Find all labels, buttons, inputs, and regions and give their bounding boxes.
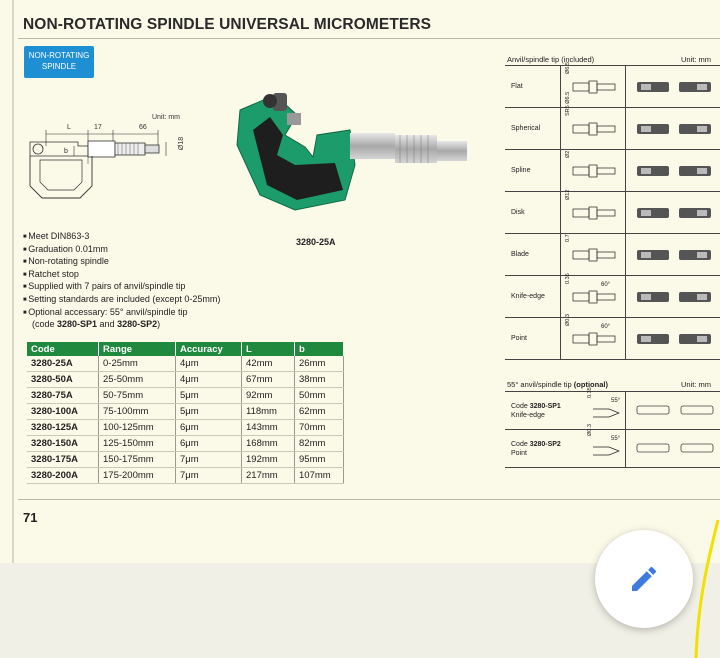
tip-drawing — [573, 204, 618, 222]
cell-L: 192mm — [242, 452, 295, 468]
page-edge — [12, 0, 14, 563]
cell-accuracy: 4μm — [176, 372, 242, 388]
cell-code: 3280-100A — [27, 404, 99, 420]
optional-tip-drawing — [593, 444, 621, 458]
spec-table — [27, 342, 344, 484]
tip-row — [505, 62, 720, 108]
tip-row — [505, 150, 720, 192]
tip-label: Point — [511, 335, 527, 342]
cell-b: 38mm — [295, 372, 344, 388]
cell-range: 50-75mm — [99, 388, 176, 404]
cell-code: 3280-75A — [27, 388, 99, 404]
tip-dim-label: Ø12 — [565, 189, 571, 200]
cont-text: and — [97, 319, 118, 330]
feature-item: ■ Non-rotating spindle — [23, 256, 220, 269]
cell-code: 3280-200A — [27, 468, 99, 484]
annotation-stroke — [690, 520, 720, 658]
tip-label: Blade — [511, 251, 529, 258]
table-row — [27, 452, 344, 468]
cell-code: 3280-25A — [27, 356, 99, 372]
optional-heading-bold: (optional) — [573, 380, 608, 389]
optional-tip-drawing — [593, 406, 621, 420]
tip-drawing — [573, 246, 618, 264]
optional-tip-row — [505, 424, 720, 468]
cell-divider — [625, 392, 626, 429]
dim-d18-label: Ø18 — [178, 136, 186, 151]
tip-row — [505, 91, 720, 150]
cell-range: 100-125mm — [99, 420, 176, 436]
cell-divider — [560, 318, 561, 359]
cell-b: 95mm — [295, 452, 344, 468]
tip-dim-label: SR5 Ø6.5 — [565, 91, 571, 116]
feature-item: ■ Graduation 0.01mm — [23, 244, 220, 257]
cell-range: 0-25mm — [99, 356, 176, 372]
dim-b-label: b — [64, 148, 68, 155]
cell-divider — [625, 66, 626, 107]
tips-heading: Anvil/spindle tip (included) — [507, 55, 595, 64]
cont-text: (code — [32, 319, 58, 330]
tip-label: Flat — [511, 83, 523, 90]
cell-divider — [560, 108, 561, 149]
cell-divider — [625, 318, 626, 359]
table-row — [27, 468, 344, 484]
code-sp1: 3280-SP1 — [57, 319, 98, 330]
cont-text: ) — [157, 319, 161, 330]
cell-b: 62mm — [295, 404, 344, 420]
cell-L: 67mm — [242, 372, 295, 388]
title-divider — [18, 38, 720, 39]
feature-item: ■ Optional accessary: 55° anvil/spindle tip — [23, 307, 220, 320]
tip-angle-label: 60° — [601, 324, 611, 330]
cell-accuracy: 5μm — [176, 388, 242, 404]
table-row — [27, 404, 344, 420]
optional-tip-row — [505, 387, 720, 430]
tip-dim-label: Ø0.3 — [565, 314, 571, 326]
optional-angle-label: 55° — [611, 436, 621, 442]
header-accuracy: Accuracy — [176, 342, 242, 356]
code-sp2: 3280-SP2 — [117, 319, 158, 330]
optional-tip-photo-pair — [637, 404, 715, 418]
cell-divider — [625, 108, 626, 149]
footer-divider — [18, 499, 720, 500]
edit-pencil-icon — [628, 563, 660, 595]
tip-dim-label: Ø2 — [565, 150, 571, 158]
edit-button[interactable] — [595, 530, 693, 628]
table-row — [27, 356, 344, 372]
optional-tips-table — [505, 387, 720, 468]
cell-range: 25-50mm — [99, 372, 176, 388]
feature-item-continuation — [23, 319, 220, 332]
tip-photo-pair — [637, 121, 715, 137]
tip-photo-pair — [637, 289, 715, 305]
cell-range: 150-175mm — [99, 452, 176, 468]
code-prefix: Code — [511, 403, 530, 410]
cell-b: 26mm — [295, 356, 344, 372]
tip-drawing — [573, 162, 618, 180]
cell-accuracy: 4μm — [176, 356, 242, 372]
dim-17-label: 17 — [94, 124, 102, 131]
tip-photo-pair — [637, 247, 715, 263]
cell-accuracy: 6μm — [176, 436, 242, 452]
cell-L: 168mm — [242, 436, 295, 452]
cell-code: 3280-125A — [27, 420, 99, 436]
tip-row — [505, 273, 720, 318]
feature-item: ■ Meet DIN863-3 — [23, 231, 220, 244]
cell-divider — [625, 276, 626, 317]
cell-code: 3280-175A — [27, 452, 99, 468]
cell-divider — [625, 430, 626, 467]
feature-list — [23, 231, 220, 332]
optional-heading-text: 55° anvil/spindle tip — [507, 380, 574, 389]
cell-L: 217mm — [242, 468, 295, 484]
diagram-unit: Unit: mm — [152, 114, 180, 121]
tip-drawing — [573, 288, 618, 306]
tip-angle-label: 60° — [601, 282, 611, 288]
cell-code: 3280-150A — [27, 436, 99, 452]
cell-accuracy: 6μm — [176, 420, 242, 436]
micrometer-photo — [225, 85, 475, 235]
cell-b: 107mm — [295, 468, 344, 484]
tip-photo-pair — [637, 205, 715, 221]
header-L: L — [242, 342, 295, 356]
tip-row — [505, 314, 720, 360]
optional-unit: Unit: mm — [681, 380, 711, 389]
cell-divider — [625, 234, 626, 275]
optional-angle-label: 55° — [611, 398, 621, 404]
page-title: NON-ROTATING SPINDLE UNIVERSAL MICROMETERS — [23, 16, 432, 33]
cell-code: 3280-50A — [27, 372, 99, 388]
page-number: 71 — [23, 510, 38, 525]
tips-unit: Unit: mm — [681, 55, 711, 64]
optional-code: 3280-SP2 — [529, 441, 561, 448]
tip-drawing — [573, 78, 618, 96]
cell-divider — [560, 234, 561, 275]
tip-label: Disk — [511, 209, 525, 216]
feature-badge: NON-ROTATING SPINDLE — [24, 46, 94, 78]
cell-range: 175-200mm — [99, 468, 176, 484]
table-row — [27, 372, 344, 388]
table-row — [27, 420, 344, 436]
cell-L: 42mm — [242, 356, 295, 372]
cell-range: 125-150mm — [99, 436, 176, 452]
tip-row — [505, 189, 720, 234]
header-range: Range — [99, 342, 176, 356]
cell-accuracy: 7μm — [176, 452, 242, 468]
cell-L: 92mm — [242, 388, 295, 404]
tip-row — [505, 234, 720, 276]
cell-divider — [625, 150, 626, 191]
feature-item: ■ Setting standards are included (except 0-25mm) — [23, 294, 220, 307]
optional-code: 3280-SP1 — [529, 403, 561, 410]
header-b: b — [295, 342, 344, 356]
tip-label: Knife-edge — [511, 293, 545, 300]
code-prefix: Code — [511, 441, 530, 448]
cell-divider — [560, 150, 561, 191]
tip-label: Spherical — [511, 125, 541, 132]
optional-dim-label: 0.35 — [587, 387, 593, 398]
cell-divider — [560, 66, 561, 107]
feature-item: ■ Supplied with 7 pairs of anvil/spindle tip — [23, 281, 220, 294]
cell-L: 118mm — [242, 404, 295, 420]
optional-tip-label — [511, 402, 561, 420]
tip-dim-label: Ø6.5 — [565, 62, 571, 74]
tip-photo-pair — [637, 331, 715, 347]
optional-tip-photo-pair — [637, 442, 715, 456]
cell-b: 70mm — [295, 420, 344, 436]
tip-dim-label: 0.35 — [565, 273, 571, 284]
table-row — [27, 436, 344, 452]
cell-L: 143mm — [242, 420, 295, 436]
cell-accuracy: 5μm — [176, 404, 242, 420]
tip-photo-pair — [637, 79, 715, 95]
dimension-drawing — [18, 120, 208, 210]
cell-divider — [625, 192, 626, 233]
table-header-row — [27, 342, 344, 356]
optional-dim-label: Ø0.3 — [587, 424, 593, 436]
dim-66-label: 66 — [139, 124, 147, 131]
cell-b: 82mm — [295, 436, 344, 452]
tip-drawing — [573, 120, 618, 138]
product-model-label: 3280-25A — [296, 237, 336, 247]
tips-table — [505, 62, 720, 360]
cell-divider — [560, 276, 561, 317]
tip-drawing — [573, 330, 618, 348]
header-code: Code — [27, 342, 99, 356]
cell-range: 75-100mm — [99, 404, 176, 420]
cell-accuracy: 7μm — [176, 468, 242, 484]
optional-tip-label — [511, 440, 561, 458]
optional-name: Point — [511, 450, 527, 457]
cell-b: 50mm — [295, 388, 344, 404]
table-row — [27, 388, 344, 404]
tip-photo-pair — [637, 163, 715, 179]
dim-L-label: L — [67, 124, 71, 131]
cell-divider — [560, 192, 561, 233]
feature-item: ■ Ratchet stop — [23, 269, 220, 282]
optional-name: Knife-edge — [511, 412, 545, 419]
tip-dim-label: 0.7 — [565, 234, 571, 242]
tip-label: Spline — [511, 167, 531, 174]
